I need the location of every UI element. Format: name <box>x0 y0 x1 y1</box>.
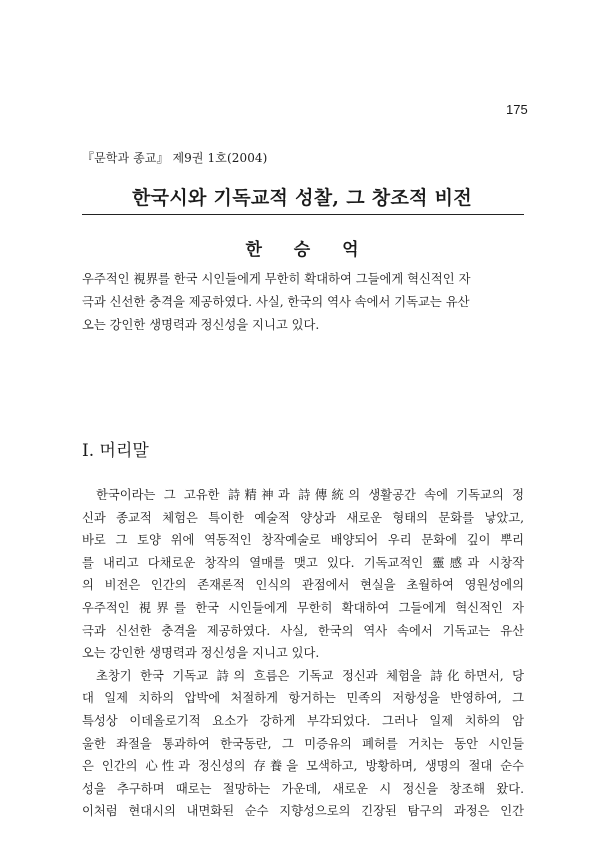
body-line: 우주적인 視界를 한국 시인들에게 무한히 확대하여 그들에게 혁신적인 자 <box>82 600 524 615</box>
body-line: 극과 신선한 충격을 제공하였다. 사실, 한국의 역사 속에서 기독교는 유산 <box>82 623 524 638</box>
abstract-line: 극과 신선한 충격을 제공하였다. 사실, 한국의 역사 속에서 기독교는 유산 <box>82 295 470 310</box>
body-text <box>82 484 524 823</box>
page-number: 175 <box>506 102 528 117</box>
journal-reference: 『문학과 종교』 제9권 1호(2004) <box>82 151 268 165</box>
abstract-line: 오는 강인한 생명력과 정신성을 지니고 있다. <box>82 318 320 333</box>
abstract-line: 우주적인 視界를 한국 시인들에게 무한히 확대하여 그들에게 혁신적인 자 <box>82 272 471 286</box>
body-line: 를 내리고 다채로운 창작의 열매를 맺고 있다. 기독교적인 靈感과 시창작 <box>82 555 524 570</box>
body-line: 이처럼 현대시의 내면화된 순수 지향성으로의 긴장된 탐구의 과정은 인간 <box>82 804 524 819</box>
title-rule <box>82 214 524 215</box>
body-line: 특성상 이데올로기적 요소가 강하게 부각되었다. 그러나 일제 치하의 암 <box>82 713 524 728</box>
body-line: 울한 좌절을 통과하여 한국동란, 그 미증유의 폐허를 거치는 동안 시인들 <box>82 736 524 751</box>
body-line: 오는 강인한 생명력과 정신성을 지니고 있다. <box>82 646 320 661</box>
section-heading: I. 머리말 <box>82 441 149 461</box>
body-line: 성을 추구하며 때로는 절망하는 가운데, 새로운 시 정신을 창조해 왔다. <box>82 781 524 796</box>
body-line: 바로 그 토양 위에 역동적인 창작예술로 배양되어 우리 문화에 깊이 뿌리 <box>82 533 524 548</box>
body-line: 의 비전은 인간의 존재론적 인식의 관점에서 현실을 초월하여 영원성에의 <box>82 578 524 593</box>
article-title: 한국시와 기독교적 성찰, 그 창조적 비전 <box>132 187 472 209</box>
body-line: 한국이라는 그 고유한 詩精神과 詩傳統의 생활공간 속에 기독교의 정 <box>96 488 524 502</box>
body-line: 초창기 한국 기독교 詩의 흐름은 기독교 정신과 체험을 詩化하면서, 당 <box>96 668 524 683</box>
body-line: 대 일제 치하의 압박에 처절하게 항거하는 민족의 저항성을 반영하여, 그 <box>82 691 524 706</box>
author-name: 한 승 억 <box>245 240 359 260</box>
abstract <box>82 268 524 338</box>
body-line: 신과 종교적 체험은 특이한 예술적 양상과 새로운 형태의 문화를 낳았고, <box>82 510 524 525</box>
body-line: 은 인간의 心性과 정신성의 存養을 모색하고, 방황하며, 생명의 절대 순수 <box>82 759 524 774</box>
